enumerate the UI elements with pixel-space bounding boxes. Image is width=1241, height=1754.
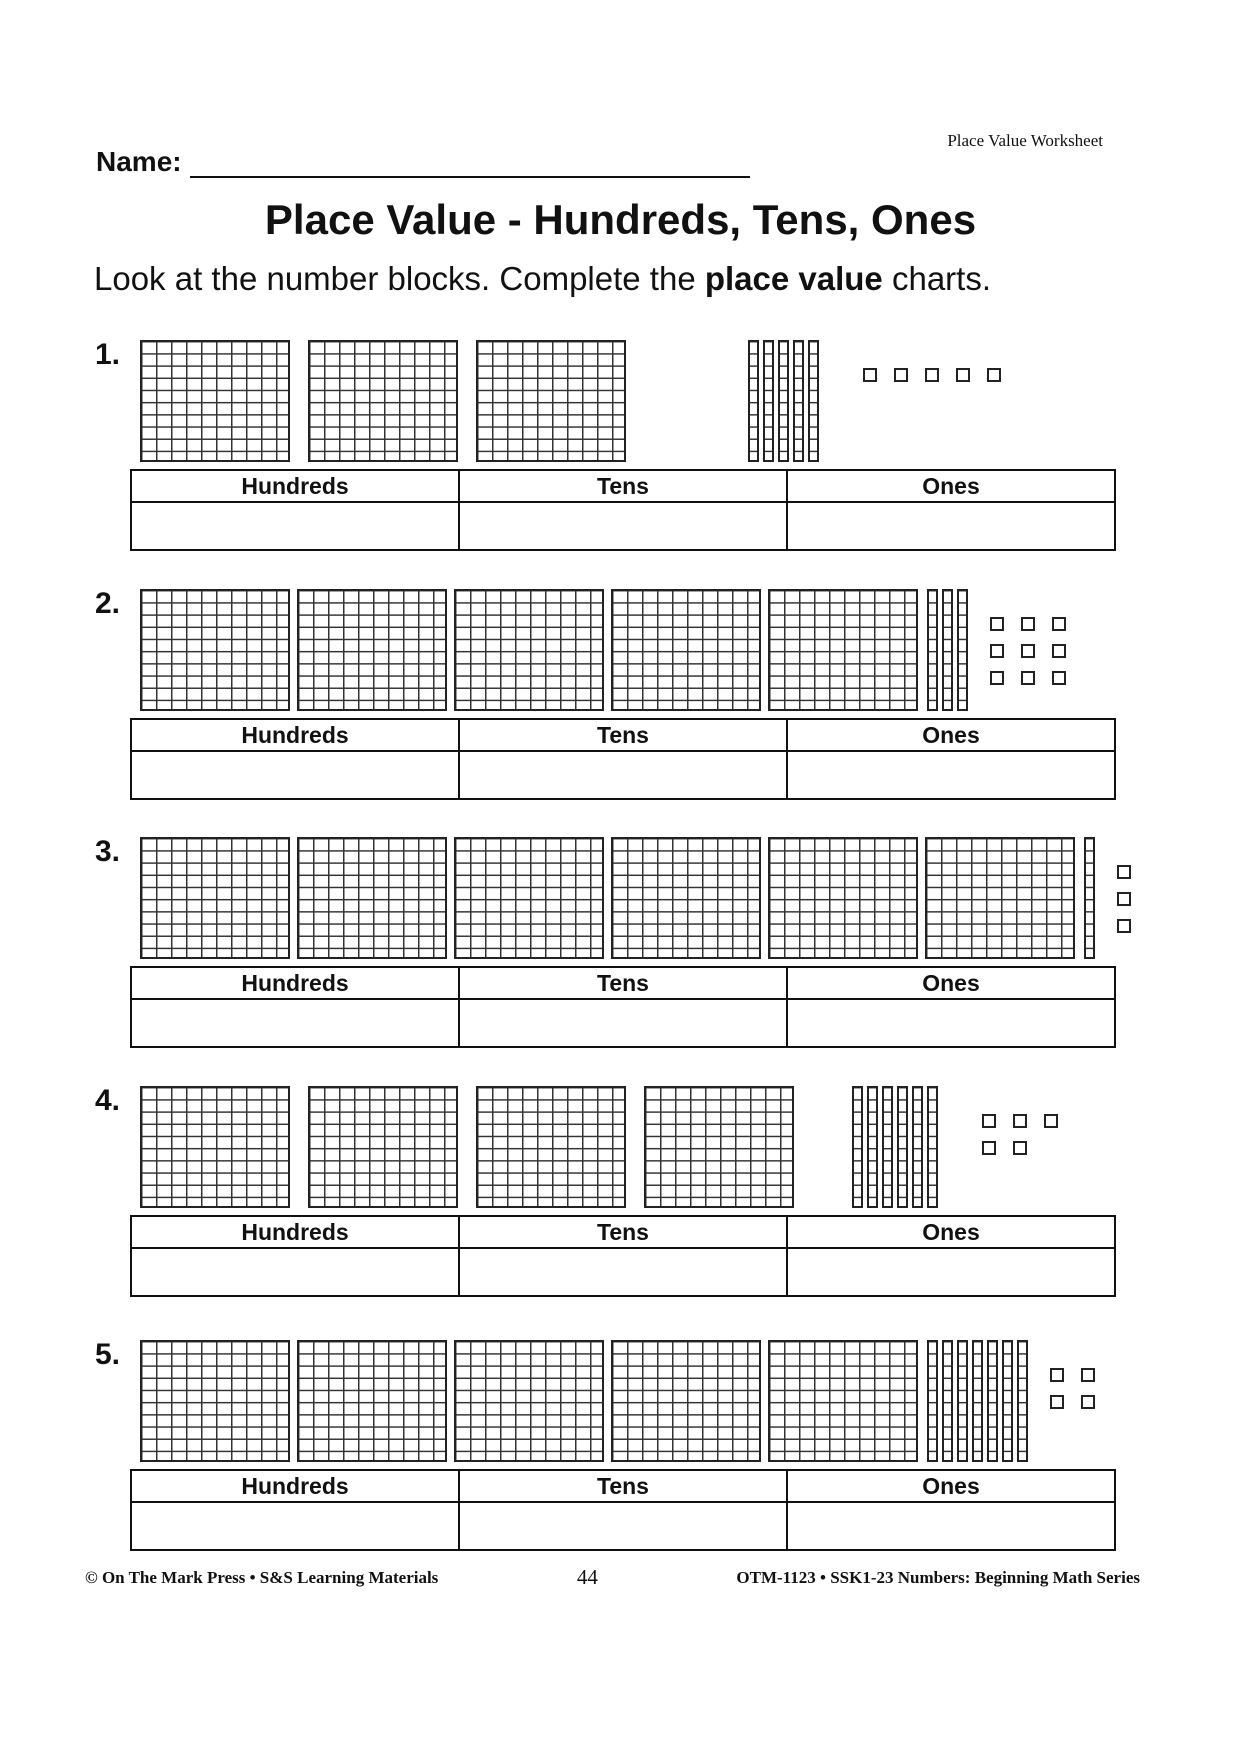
instructions — [94, 260, 991, 298]
chart-answer-row — [131, 1502, 1115, 1550]
answer-ones-cell[interactable] — [787, 1248, 1115, 1296]
header-tens: Tens — [459, 1216, 787, 1248]
ten-rod — [912, 1086, 923, 1208]
one-cube — [990, 671, 1004, 685]
hundred-block — [140, 340, 290, 462]
ten-rod — [793, 340, 804, 462]
hundred-block — [644, 1086, 794, 1208]
hundred-block — [140, 589, 290, 711]
one-cube — [1013, 1141, 1027, 1155]
header-ones: Ones — [787, 1470, 1115, 1502]
footer-publisher: © On The Mark Press • S&S Learning Materials — [85, 1567, 439, 1587]
one-cube — [1052, 617, 1066, 631]
hundred-block — [308, 1086, 458, 1208]
one-cube — [982, 1141, 996, 1155]
ten-rod — [987, 1340, 998, 1462]
one-cube — [1081, 1368, 1095, 1382]
ten-rod — [942, 589, 953, 711]
header-ones: Ones — [787, 719, 1115, 751]
ten-rod — [972, 1340, 983, 1462]
name-label: Name: — [96, 146, 182, 177]
one-cube — [1117, 865, 1131, 879]
ten-rod — [882, 1086, 893, 1208]
one-cube — [1052, 671, 1066, 685]
hundred-block — [454, 589, 604, 711]
chart-answer-row — [131, 502, 1115, 550]
page-number: 44 — [576, 1565, 598, 1589]
ten-rod — [763, 340, 774, 462]
one-cube — [1021, 644, 1035, 658]
chart-answer-row — [131, 999, 1115, 1047]
hundred-block — [297, 837, 447, 959]
problem-1 — [0, 338, 1241, 573]
corner-label: Place Value Worksheet — [947, 131, 1103, 150]
problem-number: 1. — [95, 338, 121, 371]
hundred-block — [925, 837, 1075, 959]
one-cube — [1081, 1395, 1095, 1409]
place-value-chart — [130, 718, 1116, 800]
header-hundreds: Hundreds — [131, 470, 459, 502]
header-ones: Ones — [787, 470, 1115, 502]
one-cube — [956, 368, 970, 382]
one-cube — [1050, 1368, 1064, 1382]
one-cube — [987, 368, 1001, 382]
hundred-block — [297, 589, 447, 711]
ten-rod — [897, 1086, 908, 1208]
one-cube — [1013, 1114, 1027, 1128]
header-tens: Tens — [459, 470, 787, 502]
ten-rod — [957, 1340, 968, 1462]
footer — [85, 1565, 1140, 1590]
ten-rod — [867, 1086, 878, 1208]
header-hundreds: Hundreds — [131, 1470, 459, 1502]
one-cube — [925, 368, 939, 382]
header-hundreds: Hundreds — [131, 1216, 459, 1248]
one-cube — [1052, 644, 1066, 658]
problem-5 — [0, 1338, 1241, 1573]
answer-tens-cell[interactable] — [459, 999, 787, 1047]
hundred-block — [768, 1340, 918, 1462]
one-cube — [990, 617, 1004, 631]
place-value-chart — [130, 1469, 1116, 1551]
ten-rod — [927, 589, 938, 711]
one-cube — [1117, 919, 1131, 933]
problem-number: 2. — [95, 587, 121, 620]
answer-ones-cell[interactable] — [787, 1502, 1115, 1550]
base-ten-blocks — [136, 1338, 1136, 1464]
answer-tens-cell[interactable] — [459, 502, 787, 550]
base-ten-blocks — [136, 587, 1136, 713]
one-cube — [1021, 617, 1035, 631]
base-ten-blocks — [136, 338, 1136, 464]
footer-series: OTM-1123 • SSK1-23 Numbers: Beginning Math Series — [736, 1567, 1140, 1587]
one-cube — [894, 368, 908, 382]
header-tens: Tens — [459, 967, 787, 999]
instruction-text-bold: place value — [704, 260, 883, 297]
hundred-block — [476, 1086, 626, 1208]
answer-ones-cell[interactable] — [787, 751, 1115, 799]
ten-rod — [1084, 837, 1095, 959]
hundred-block — [611, 837, 761, 959]
ten-rod — [852, 1086, 863, 1208]
answer-hundreds-cell[interactable] — [131, 999, 459, 1047]
answer-tens-cell[interactable] — [459, 1248, 787, 1296]
hundred-block — [454, 837, 604, 959]
hundred-block — [611, 1340, 761, 1462]
ten-rod — [1002, 1340, 1013, 1462]
one-cube — [1117, 892, 1131, 906]
ten-rod — [957, 589, 968, 711]
problem-number: 4. — [95, 1084, 121, 1117]
header-tens: Tens — [459, 1470, 787, 1502]
header-tens: Tens — [459, 719, 787, 751]
chart-answer-row — [131, 1248, 1115, 1296]
one-cube — [1044, 1114, 1058, 1128]
hundred-block — [768, 589, 918, 711]
header-ones: Ones — [787, 967, 1115, 999]
one-cube — [1021, 671, 1035, 685]
name-row — [96, 146, 750, 178]
chart-header-row — [131, 967, 1115, 999]
ten-rod — [927, 1340, 938, 1462]
place-value-chart — [130, 966, 1116, 1048]
name-field[interactable] — [190, 150, 750, 178]
hundred-block — [297, 1340, 447, 1462]
chart-header-row — [131, 1470, 1115, 1502]
ten-rod — [748, 340, 759, 462]
header-hundreds: Hundreds — [131, 967, 459, 999]
ten-rod — [942, 1340, 953, 1462]
hundred-block — [140, 1086, 290, 1208]
header-ones: Ones — [787, 1216, 1115, 1248]
answer-ones-cell[interactable] — [787, 502, 1115, 550]
chart-header-row — [131, 719, 1115, 751]
base-ten-blocks — [136, 835, 1136, 961]
header-hundreds: Hundreds — [131, 719, 459, 751]
ten-rod — [778, 340, 789, 462]
answer-ones-cell[interactable] — [787, 999, 1115, 1047]
hundred-block — [140, 837, 290, 959]
problem-2 — [0, 587, 1241, 822]
one-cube — [982, 1114, 996, 1128]
instruction-text-end: charts. — [882, 260, 991, 297]
answer-hundreds-cell[interactable] — [131, 1248, 459, 1296]
chart-header-row — [131, 1216, 1115, 1248]
answer-hundreds-cell[interactable] — [131, 751, 459, 799]
answer-tens-cell[interactable] — [459, 1502, 787, 1550]
problem-3 — [0, 835, 1241, 1070]
hundred-block — [308, 340, 458, 462]
answer-hundreds-cell[interactable] — [131, 1502, 459, 1550]
answer-tens-cell[interactable] — [459, 751, 787, 799]
base-ten-blocks — [136, 1084, 1136, 1210]
problem-number: 5. — [95, 1338, 121, 1371]
one-cube — [863, 368, 877, 382]
problem-number: 3. — [95, 835, 121, 868]
hundred-block — [611, 589, 761, 711]
chart-answer-row — [131, 751, 1115, 799]
hundred-block — [768, 837, 918, 959]
chart-header-row — [131, 470, 1115, 502]
ten-rod — [808, 340, 819, 462]
one-cube — [990, 644, 1004, 658]
one-cube — [1050, 1395, 1064, 1409]
hundred-block — [476, 340, 626, 462]
instruction-text-start: Look at the number blocks. Complete the — [94, 260, 705, 297]
ten-rod — [1017, 1340, 1028, 1462]
ten-rod — [927, 1086, 938, 1208]
answer-hundreds-cell[interactable] — [131, 502, 459, 550]
place-value-chart — [130, 1215, 1116, 1297]
problem-4 — [0, 1084, 1241, 1319]
worksheet-title: Place Value - Hundreds, Tens, Ones — [264, 196, 977, 243]
hundred-block — [140, 1340, 290, 1462]
place-value-chart — [130, 469, 1116, 551]
hundred-block — [454, 1340, 604, 1462]
